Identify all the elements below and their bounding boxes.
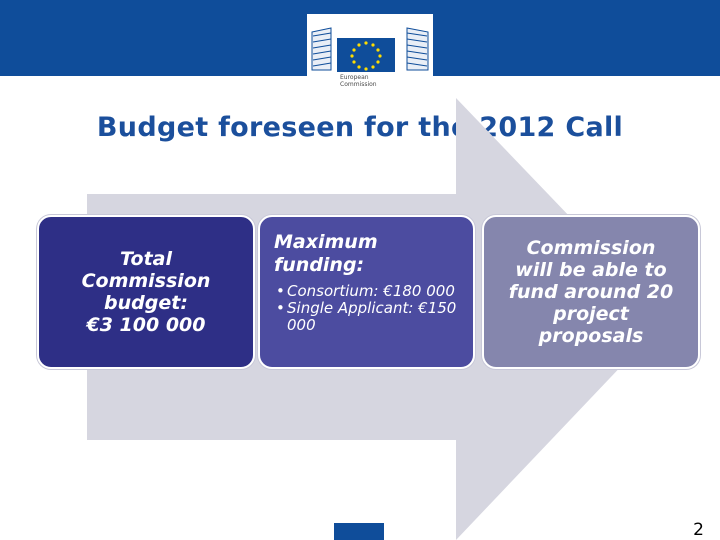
bullet-icon: • — [276, 282, 285, 300]
box3-line: Commission — [526, 237, 656, 259]
bullet-item — [274, 300, 464, 334]
total-budget-box — [37, 215, 255, 369]
box3-line: will be able to — [515, 259, 667, 281]
bullet-icon: • — [276, 299, 285, 317]
bullet-text: Consortium: €180 000 — [287, 282, 455, 300]
page-number: 2 — [693, 520, 704, 540]
box1-line: €3 100 000 — [86, 314, 206, 336]
projects-estimate-box — [482, 215, 700, 369]
box1-line: Commission — [81, 270, 211, 292]
slide-title: Budget foreseen for the 2012 Call — [96, 112, 624, 143]
box3-line: fund around 20 — [508, 281, 674, 303]
logo-line-1: European — [340, 74, 369, 81]
bullet-item — [274, 283, 464, 300]
maximum-funding-heading — [274, 231, 378, 277]
box1-line: budget: — [104, 292, 188, 314]
box3-line: project — [553, 303, 629, 325]
projects-estimate-text — [484, 217, 698, 367]
box1-line: Total — [120, 248, 172, 270]
logo-line-2: Commission — [340, 81, 377, 88]
maximum-funding-box — [258, 215, 475, 369]
funding-bullet-list — [274, 283, 464, 334]
box2-heading-line: Maximum — [274, 231, 378, 253]
box3-line: proposals — [538, 325, 644, 347]
box2-heading-line: funding: — [274, 254, 365, 276]
total-budget-text — [39, 217, 253, 367]
bullet-text: Single Applicant: €150 000 — [287, 299, 457, 334]
footer-flag-bar — [334, 523, 384, 540]
